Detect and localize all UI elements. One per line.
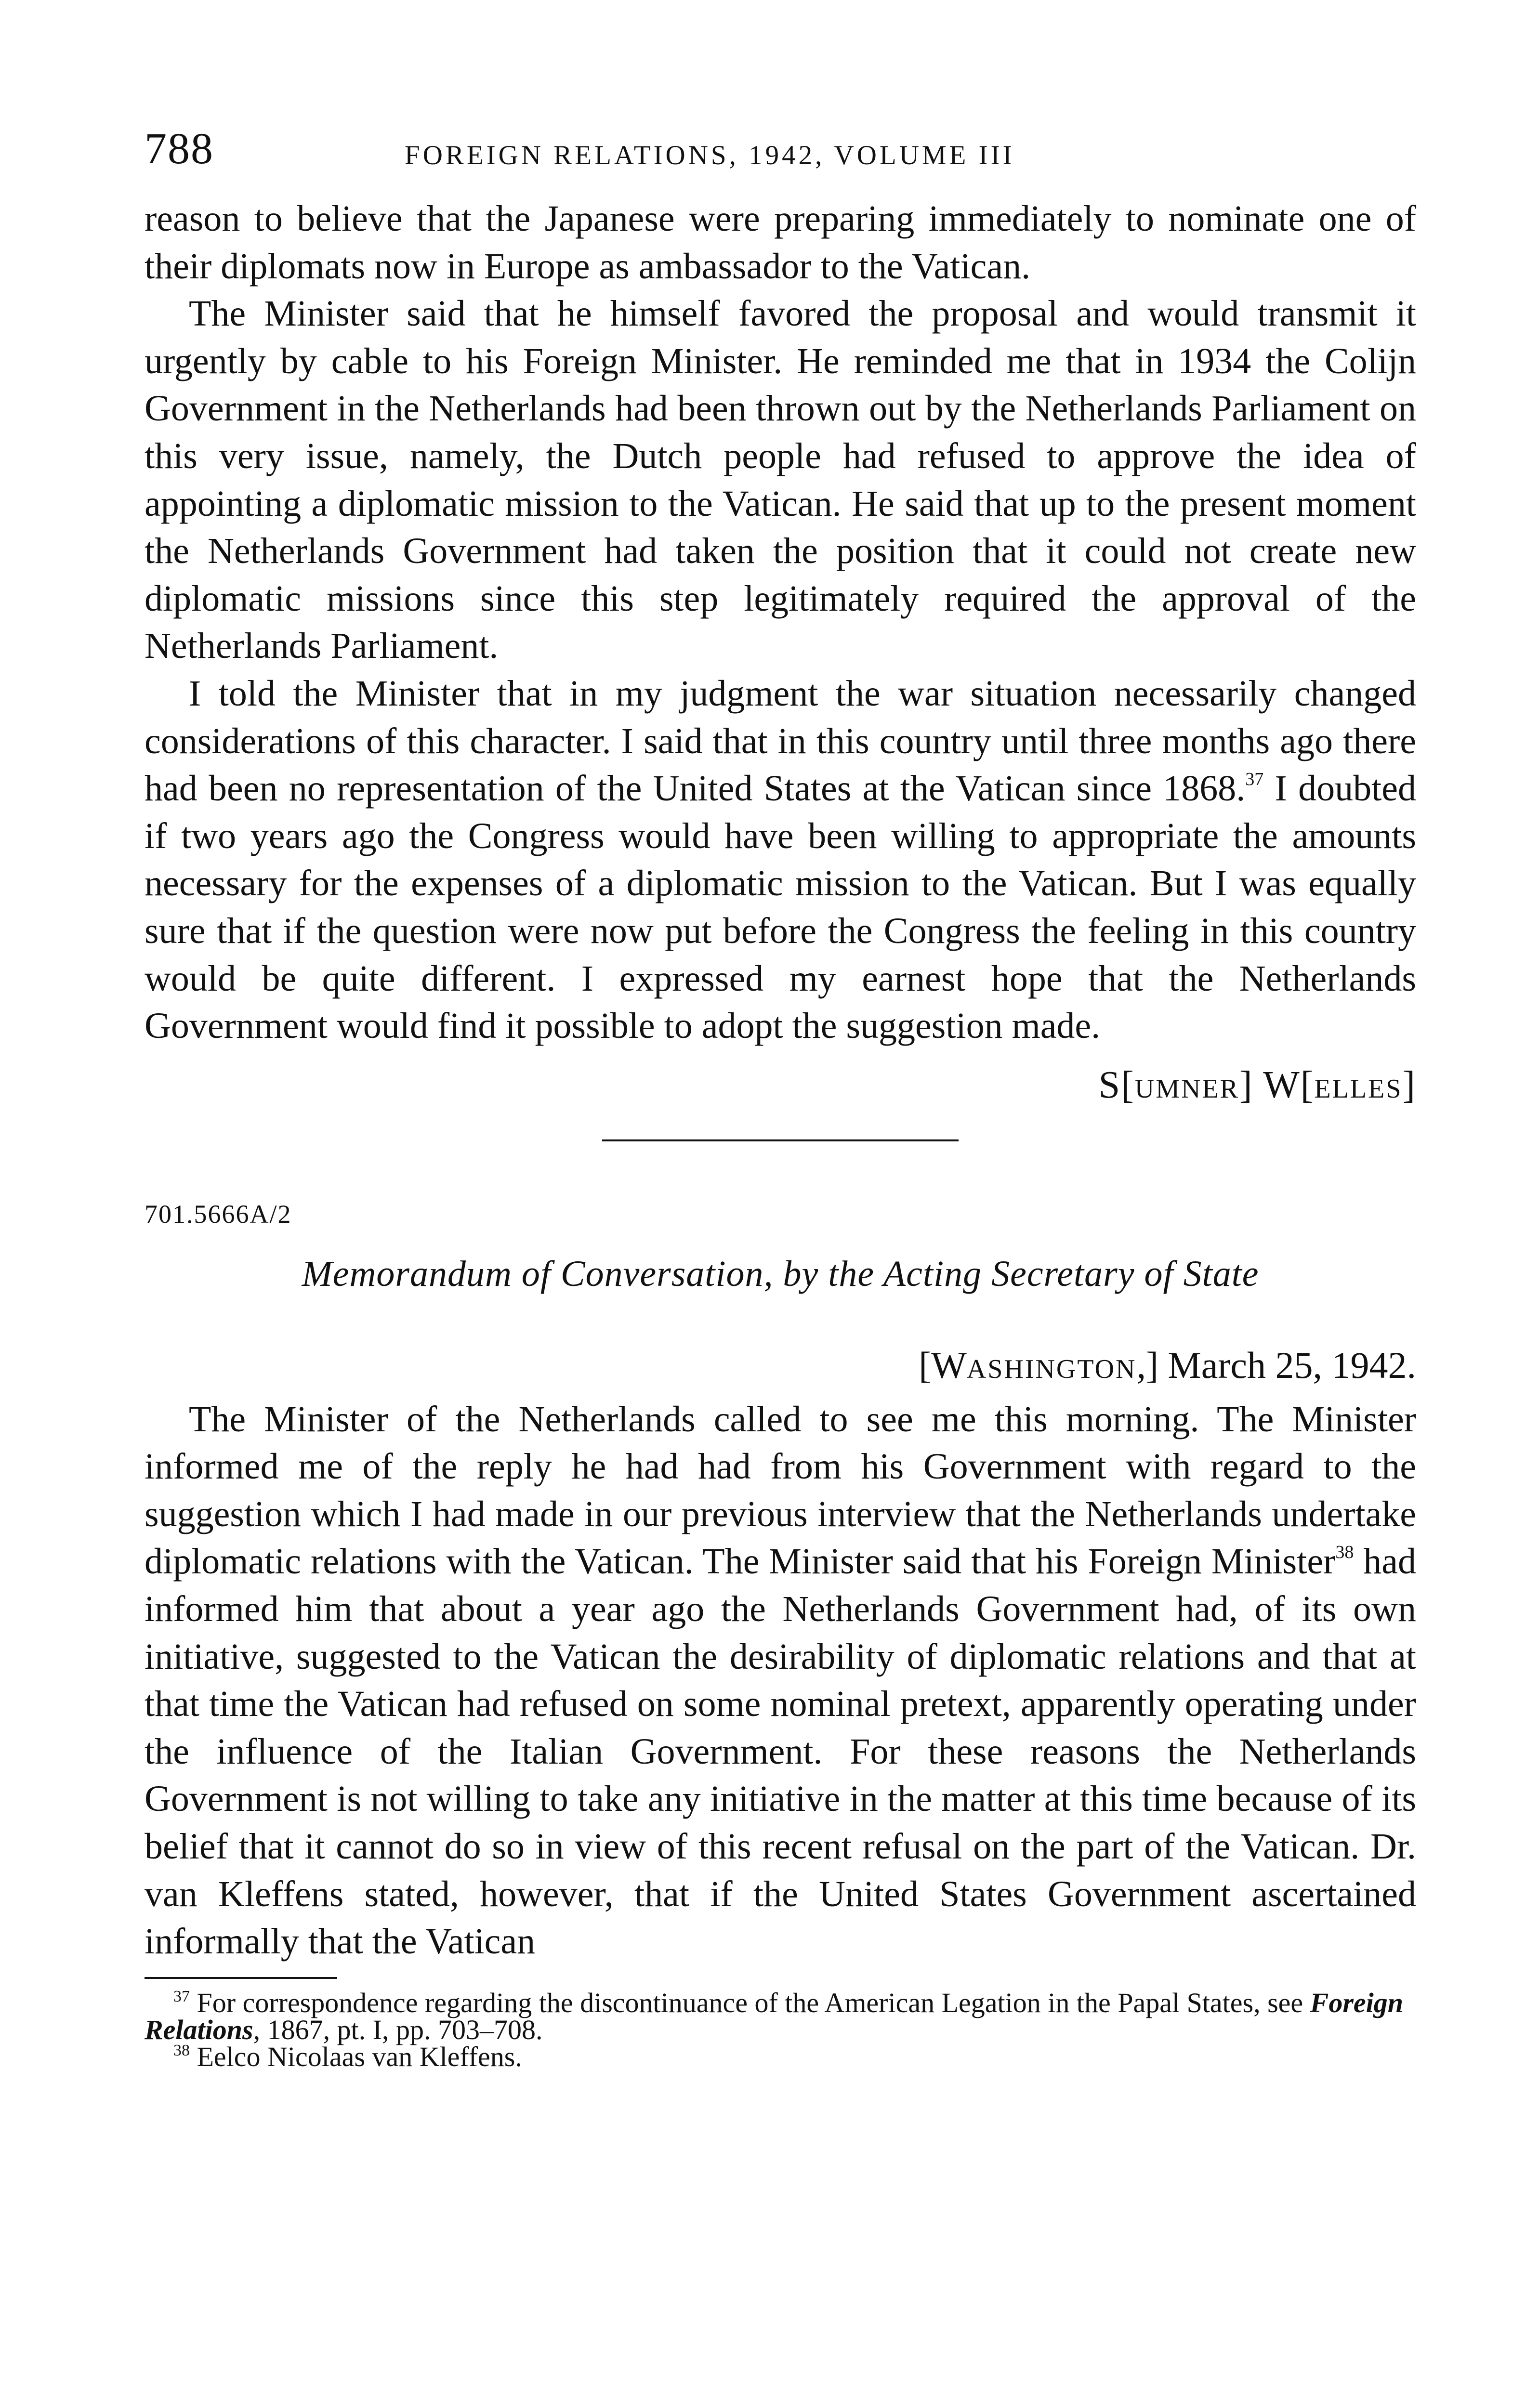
footnote-38: [145, 2043, 1416, 2070]
running-header: [145, 123, 1416, 195]
dateline: [145, 1339, 1416, 1396]
footnote-reference-38[interactable]: 38: [1335, 1542, 1354, 1563]
footnote-mark: 37: [173, 1987, 190, 2005]
paragraph-war-situation: [145, 670, 1416, 1050]
signature-part: S[: [1098, 1063, 1135, 1106]
signature: [145, 1054, 1416, 1120]
paragraph-text: I doubted if two years ago the Congress would have been willing to appropriate the amounts necessary for the expenses of a diplomatic mission to the Vatican. But I was equally sure that if the question were now put before the Congress the feeling in this country would be quite different. I expressed my earnest hope that the Netherlands Government would find it possible to adopt the suggestion made.: [145, 768, 1416, 1047]
footnote-rule: [145, 1977, 337, 1979]
paragraph-text: The Minister of the Netherlands called to see me this morning. The Minister informed me of the reply he had had from his Government with regard to the suggestion which I had made in our previous interview that the Netherlands undertake diplomatic relations with the Vatican. The Minister said that his Foreign Minister: [145, 1399, 1416, 1582]
footnote-mark: 38: [173, 2041, 190, 2059]
footnote-text: , 1867, pt. I, pp. 703–708.: [253, 2014, 543, 2045]
dateline-part: ,] March 25, 1942.: [1136, 1344, 1416, 1386]
paragraph-text: had informed him that about a year ago the Netherlands Government had, of its own initiative, suggested to the Vatican the desirability of diplomatic relations and that at that time the Vatican had refused on some nominal pretext, apparently operating under the influence of the Italian Government. For these reasons the Netherlands Government is not willing to take any initiative in the matter at this time because of its belief that it cannot do so in view of this recent refusal on the part of the Vatican. Dr. van Kleffens stated, however, that if the United States Government ascertained informally that the Vatican: [145, 1541, 1416, 1962]
footnote-text: For correspondence regarding the discontinuance of the American Legation in the Papal States, see: [190, 1987, 1310, 2018]
paragraph-reply: [145, 1396, 1416, 1965]
document-page: [145, 123, 1416, 2070]
document-title: Memorandum of Conversation, by the Acting Secretary of State: [302, 1253, 1259, 1294]
footnote-37: [145, 1989, 1416, 2043]
signature-part: ] W[: [1239, 1063, 1315, 1106]
footnote-reference-37[interactable]: 37: [1245, 769, 1264, 790]
paragraph-continued: reason to believe that the Japanese were preparing immediately to nominate one of their diplomats now in Europe as ambassador to the Vatican.: [145, 198, 1416, 287]
signature-part: ELLES: [1314, 1073, 1403, 1104]
signature-part: UMNER: [1134, 1073, 1240, 1104]
dateline-place: ASHINGTON: [966, 1354, 1137, 1384]
page-number: 788: [145, 124, 214, 173]
dateline-part: [W: [919, 1344, 967, 1386]
footnote-text: Eelco Nicolaas van Kleffens.: [190, 2041, 522, 2072]
file-number: 701.5666A/2: [145, 1199, 292, 1229]
paragraph-text: I told the Minister that in my judgment the war situation necessarily changed considerations of this character. I said that in this country until three months ago there had been no representation of the United States at the Vatican since 1868.: [145, 673, 1416, 809]
footnote-citation-title: Foreign Relations: [145, 1987, 1404, 2045]
running-title: FOREIGN RELATIONS, 1942, VOLUME III: [405, 140, 1015, 170]
signature-part: ]: [1402, 1063, 1416, 1106]
paragraph-minister-favored: The Minister said that he himself favored the proposal and would transmit it urgently by cable to his Foreign Minister. He reminded me that in 1934 the Colijn Government in the Netherlands had been thrown out by the Netherlands Parliament on this very issue, namely, the Dutch people had refused to approve the idea of appointing a diplomatic mission to the Vatican. He said that up to the present moment the Netherlands Government had taken the position that it could not create new diplomatic missions since this step legitimately required the approval of the Netherlands Parliament.: [145, 293, 1416, 667]
section-divider: [602, 1139, 959, 1141]
